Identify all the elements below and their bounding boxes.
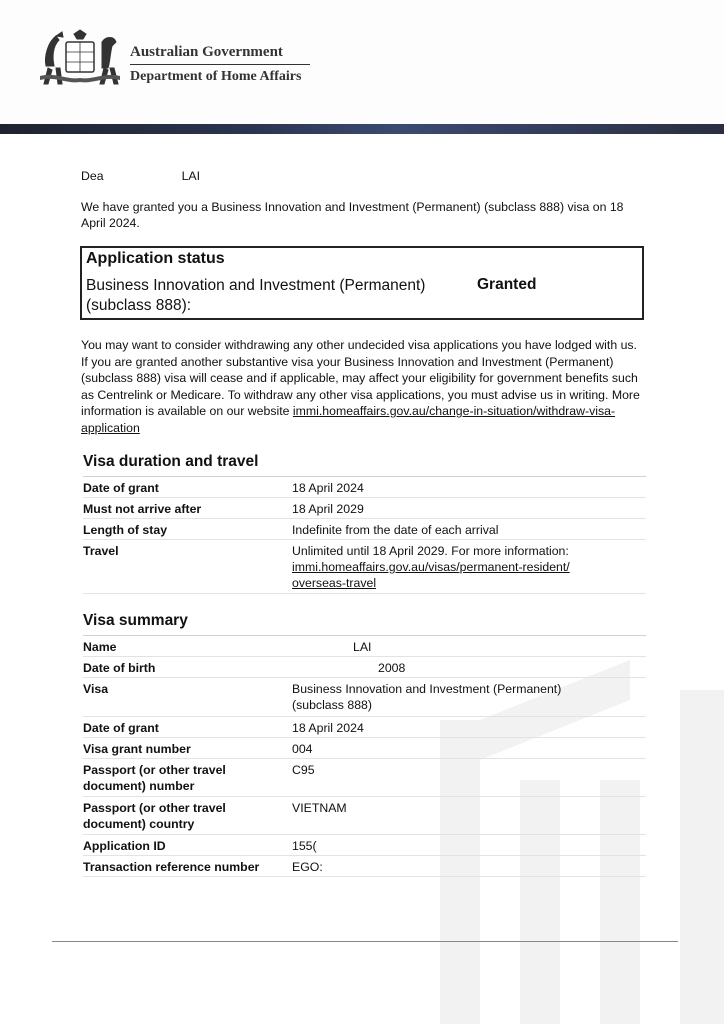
row-value: Business Innovation and Investment (Permanent) (subclass 888) xyxy=(292,682,562,712)
duration-row xyxy=(83,518,646,540)
row-value: 18 April 2029 xyxy=(292,502,364,516)
row-value: VIETNAM xyxy=(292,801,347,815)
duration-row xyxy=(83,497,646,519)
row-value: 004 xyxy=(292,742,313,756)
summary-row xyxy=(83,656,646,678)
letterhead xyxy=(0,0,724,124)
row-value: Indefinite from the date of each arrival xyxy=(292,523,499,537)
row-value: 18 April 2024 xyxy=(292,481,364,495)
row-label: Passport (or other travel document) number xyxy=(83,763,226,793)
summary-row xyxy=(83,635,646,657)
application-status-visa: Business Innovation and Investment (Permanent) (subclass 888): xyxy=(86,277,426,314)
withdraw-notice xyxy=(81,337,647,436)
row-value: EGO: xyxy=(292,860,323,874)
visa-duration-title: Visa duration and travel xyxy=(83,453,259,470)
row-label: Length of stay xyxy=(83,523,168,537)
summary-row xyxy=(83,677,646,717)
summary-row xyxy=(83,834,646,856)
grant-message: We have granted you a Business Innovation and Investment (Permanent) (subclass 888) visa on 18 April 2024. xyxy=(81,200,624,230)
row-label: Date of grant xyxy=(83,721,159,735)
salutation: Dea xyxy=(81,169,104,183)
row-label: Transaction reference number xyxy=(83,860,260,874)
row-label: Application ID xyxy=(83,839,166,853)
summary-row xyxy=(83,737,646,759)
application-status-box xyxy=(80,246,644,320)
visa-summary-title: Visa summary xyxy=(83,612,188,629)
row-value: LAI xyxy=(353,640,372,654)
greeting xyxy=(81,168,200,184)
row-value: C95 xyxy=(292,763,315,777)
summary-row xyxy=(83,796,646,835)
row-label: Visa grant number xyxy=(83,742,191,756)
coat-of-arms-icon xyxy=(36,28,124,92)
row-value: 155( xyxy=(292,839,317,853)
header-band xyxy=(0,124,724,134)
application-status-title: Application status xyxy=(86,250,225,267)
row-label: Name xyxy=(83,640,117,654)
overseas-travel-link[interactable]: immi.homeaffairs.gov.au/visas/permanent-resident/ overseas-travel xyxy=(292,560,570,590)
application-status-value: Granted xyxy=(477,276,537,293)
row-value: 18 April 2024 xyxy=(292,721,364,735)
withdraw-visa-link[interactable]: immi.homeaffairs.gov.au/change-in-situation/withdraw-visa-application xyxy=(81,404,616,435)
travel-text: Unlimited until 18 April 2029. For more information: xyxy=(292,544,569,558)
table-end-line xyxy=(83,593,646,594)
row-value: 2008 xyxy=(378,661,406,675)
footer-rule xyxy=(52,941,678,942)
withdraw-notice-text: You may want to consider withdrawing any other undecided visa applications you have lodged with us. If you are granted another substantive visa your Business Innovation and Investment (Permanent) (subclass 888) visa will cease and if applicable, may affect your eligibility for government benefits such as Centrelink or Medicare. To withdraw any other visa applications, you must advise us in writing. More information is available on our website xyxy=(81,338,640,418)
department-name: Department of Home Affairs xyxy=(130,69,302,84)
summary-row xyxy=(83,758,646,797)
row-label: Date of birth xyxy=(83,661,156,675)
duration-row xyxy=(83,539,646,594)
summary-row xyxy=(83,716,646,738)
recipient-surname: LAI xyxy=(181,169,201,183)
table-end-line xyxy=(83,876,646,877)
government-name: Australian Government xyxy=(130,44,310,65)
row-value xyxy=(292,543,622,591)
summary-row xyxy=(83,855,646,877)
row-label: Date of grant xyxy=(83,481,159,495)
row-label: Visa xyxy=(83,682,109,696)
row-label: Passport (or other travel document) country xyxy=(83,801,226,831)
row-label: Travel xyxy=(83,544,119,558)
row-label: Must not arrive after xyxy=(83,502,202,516)
duration-row xyxy=(83,476,646,498)
